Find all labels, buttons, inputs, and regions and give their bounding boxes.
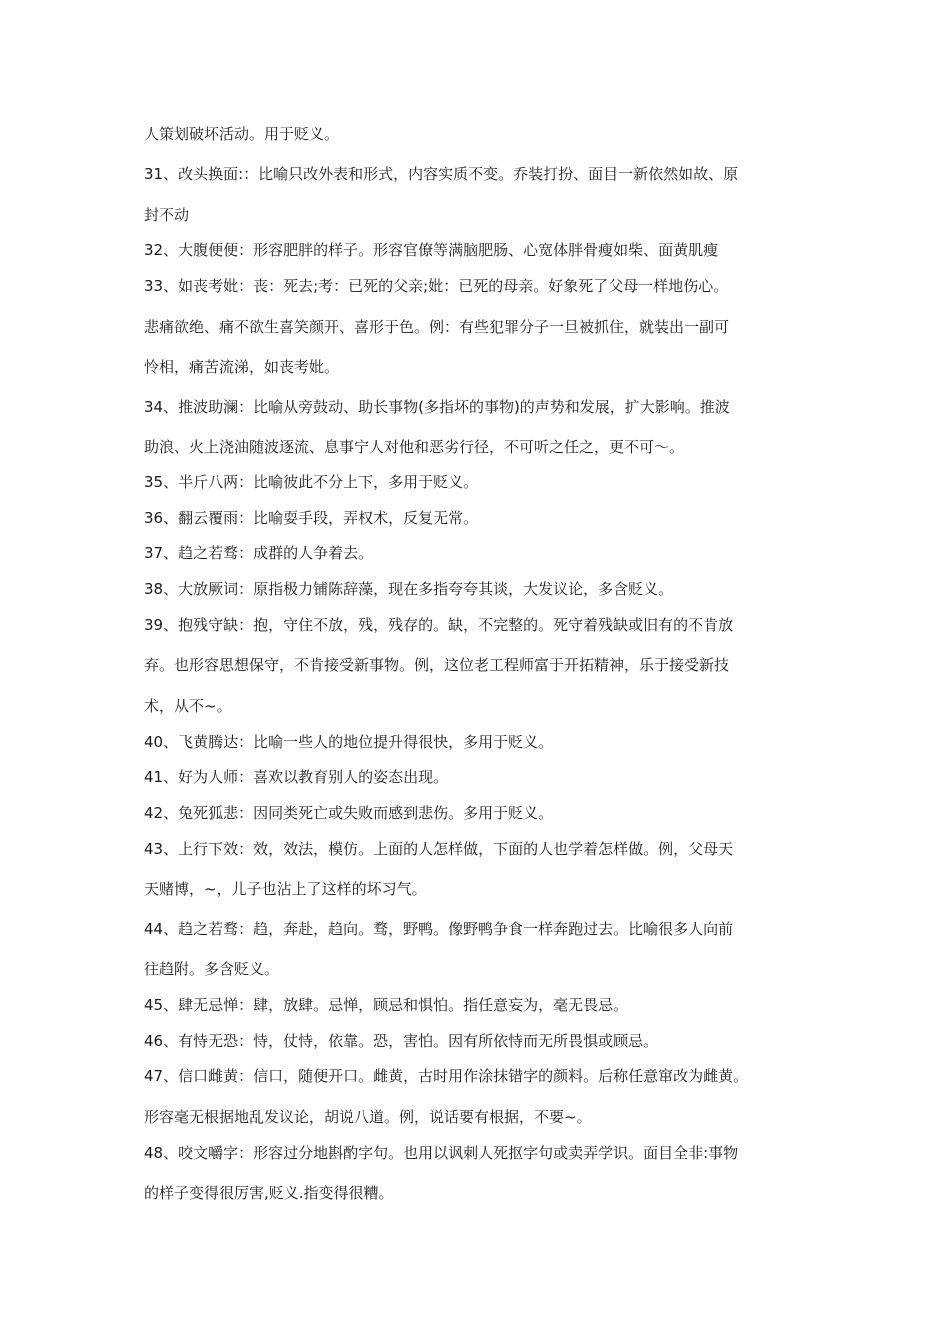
text-line: 45、肆无忌惮：肆，放肆。忌惮，顾忌和惧怕。指任意妄为，毫无畏忌。 (144, 996, 629, 1014)
text-line: 天赌博，~，儿子也沾上了这样的坏习气。 (144, 880, 427, 898)
text-line: 39、抱残守缺：抱，守住不放，残，残存的。缺，不完整的。死守着残缺或旧有的不肯放 (144, 616, 734, 634)
text-line: 形容毫无根据地乱发议论，胡说八道。例，说话要有根据，不要~。 (144, 1108, 592, 1126)
text-line: 弃。也形容思想保守，不肯接受新事物。例，这位老工程师富于开拓精神，乐于接受新技 (144, 656, 730, 674)
text-line: 36、翻云覆雨：比喻耍手段，弄权术，反复无常。 (144, 509, 479, 527)
text-line: 31、改头换面:：比喻只改外表和形式，内容实质不变。乔装打扮、面目一新依然如故、原 (144, 165, 739, 183)
text-line: 37、趋之若骛：成群的人争着去。 (144, 544, 374, 562)
text-line: 32、大腹便便：形容肥胖的样子。形容官僚等满脑肥肠、心宽体胖骨瘦如柴、面黄肌瘦 (144, 241, 719, 259)
text-line: 34、推波助澜：比喻从旁鼓动、助长事物(多指坏的事物)的声势和发展，扩大影响。推波 (144, 398, 730, 416)
text-line: 悲痛欲绝、痛不欲生喜笑颜开、喜形于色。例：有些犯罪分子一旦被抓住，就装出一副可 (144, 318, 730, 336)
text-line: 44、趋之若骛：趋，奔赴，趋向。骛，野鸭。像野鸭争食一样奔跑过去。比喻很多人向前 (144, 920, 734, 938)
text-line: 怜相，痛苦流涕，如丧考妣。 (144, 358, 340, 376)
text-line: 35、半斤八两：比喻彼此不分上下，多用于贬义。 (144, 473, 479, 491)
text-line: 助浪、火上浇油随波逐流、息事宁人对他和恶劣行径，不可听之任之，更不可～。 (144, 438, 685, 456)
text-line: 43、上行下效：效，效法，模仿。上面的人怎样做，下面的人也学着怎样做。例，父母天 (144, 840, 734, 858)
text-line: 的样子变得很厉害,贬义.指变得很糟。 (144, 1184, 394, 1202)
text-line: 40、飞黄腾达：比喻一些人的地位提升得很快，多用于贬义。 (144, 733, 554, 751)
text-line: 38、大放厥词：原指极力铺陈辞藻，现在多指夸夸其谈，大发议论，多含贬义。 (144, 580, 674, 598)
text-line: 47、信口雌黄：信口，随便开口。雌黄，古时用作涂抹错字的颜料。后称任意窜改为雌黄。 (144, 1067, 749, 1085)
text-line: 48、咬文嚼字：形容过分地斟酌字句。也用以讽刺人死抠字句或卖弄学识。面目全非:事物 (144, 1144, 739, 1162)
text-line: 人策划破坏活动。用于贬义。 (144, 125, 340, 143)
text-line: 往趋附。多含贬义。 (144, 960, 280, 978)
text-line: 46、有恃无恐：恃，仗恃，依靠。恐，害怕。因有所依恃而无所畏惧或顾忌。 (144, 1032, 659, 1050)
text-line: 术，从不~。 (144, 697, 232, 715)
text-line: 41、好为人师：喜欢以教育别人的姿态出现。 (144, 768, 449, 786)
text-line: 42、兔死狐悲：因同类死亡或失败而感到悲伤。多用于贬义。 (144, 804, 554, 822)
text-line: 封不动 (144, 206, 190, 224)
text-line: 33、如丧考妣：丧：死去;考：已死的父亲;妣：已死的母亲。好象死了父母一样地伤心。 (144, 277, 729, 295)
